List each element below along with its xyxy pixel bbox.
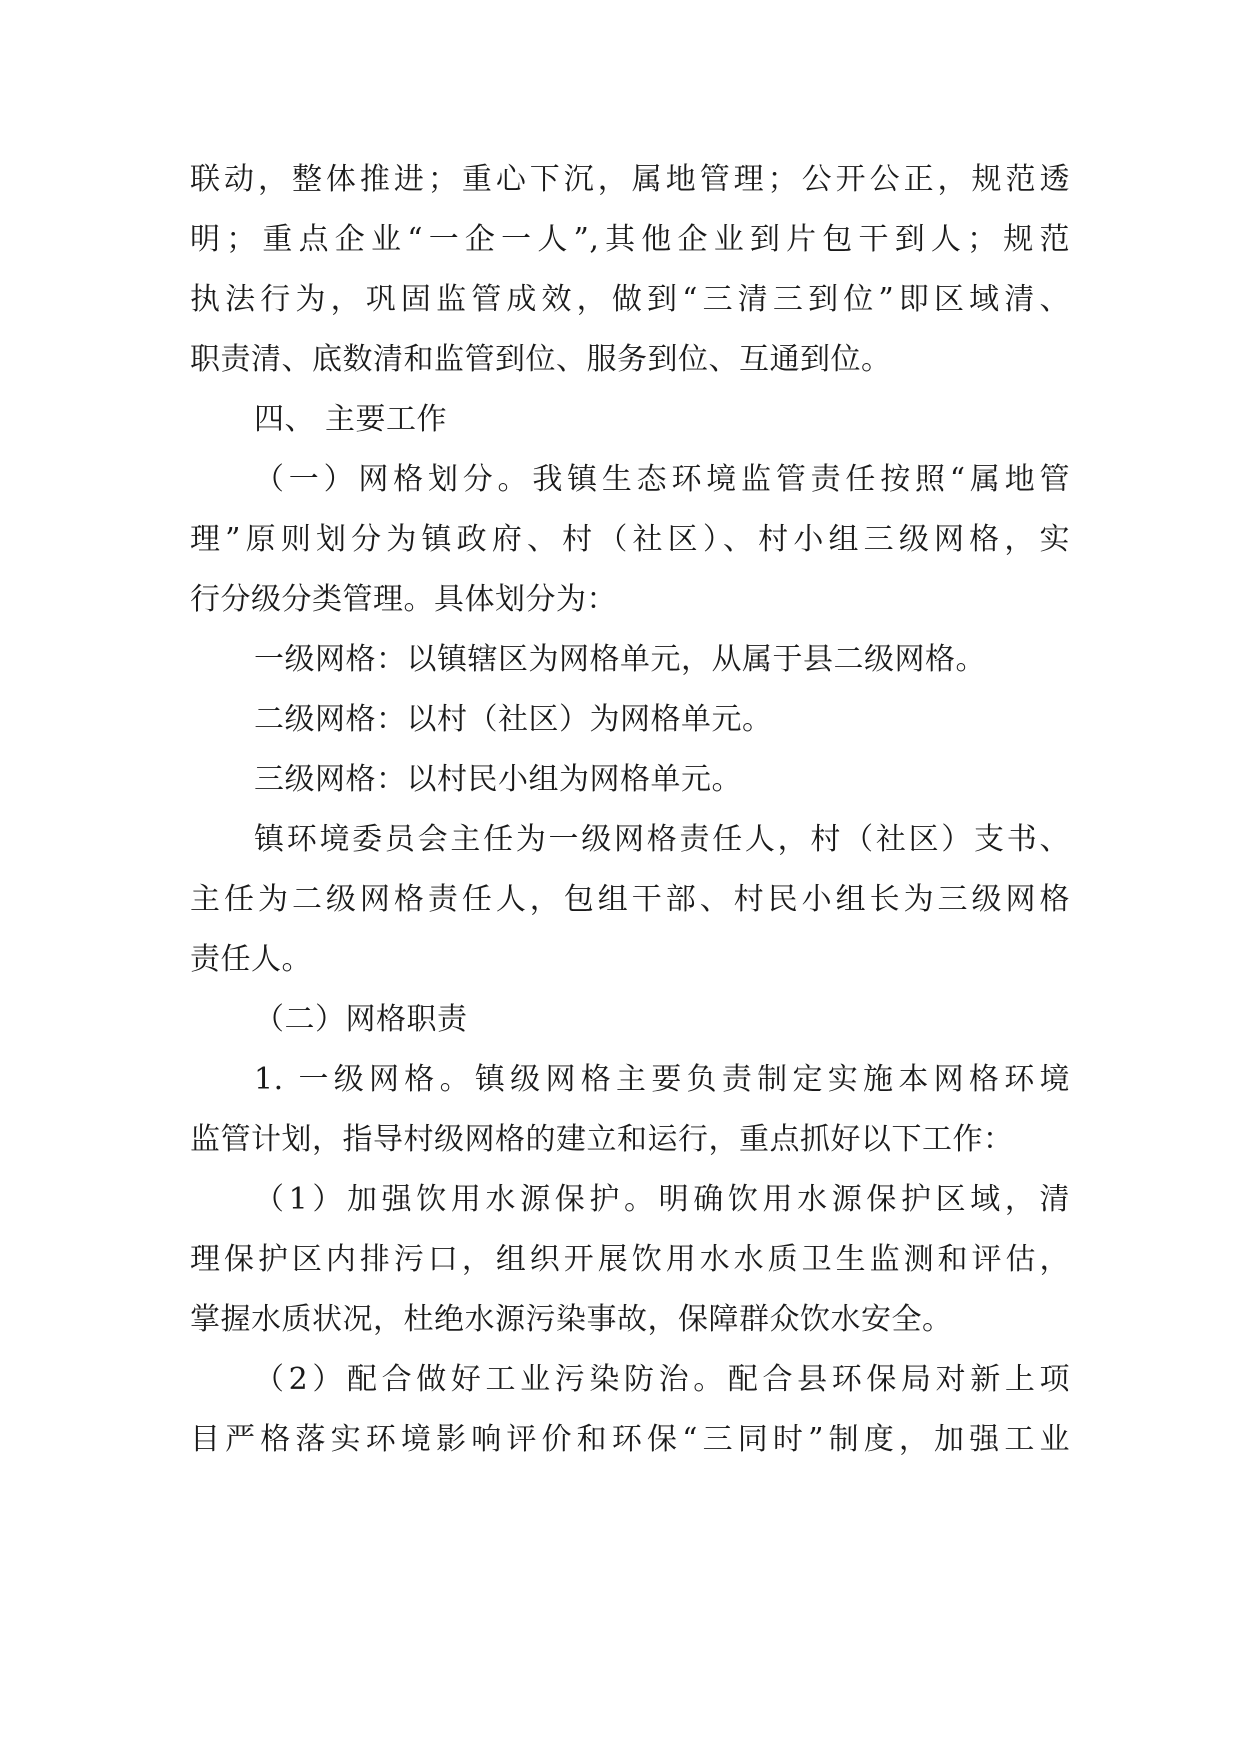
paragraph-line: （一）网格划分。我镇生态环境监管责任按照“属地管 — [254, 462, 1070, 497]
paragraph-line: 监管计划，指导村级网格的建立和运行，重点抓好以下工作： — [190, 1122, 1014, 1157]
section-heading: （二）网格职责 — [254, 1002, 468, 1037]
section-heading: 四、 主要工作 — [254, 402, 448, 437]
paragraph-line: 行分级分类管理。具体划分为： — [190, 582, 617, 617]
paragraph-line: 责任人。 — [190, 942, 312, 977]
paragraph-line: （2）配合做好工业污染防治。配合县环保局对新上项 — [254, 1362, 1070, 1397]
paragraph-line: 三级网格：以村民小组为网格单元。 — [254, 762, 742, 797]
paragraph-line: 职责清、底数清和监管到位、服务到位、互通到位。 — [190, 342, 892, 377]
paragraph-line: 1. 一级网格。镇级网格主要负责制定实施本网格环境 — [254, 1062, 1070, 1097]
document-body — [190, 150, 1070, 1470]
paragraph-line: 一级网格：以镇辖区为网格单元，从属于县二级网格。 — [254, 642, 986, 677]
paragraph-line: 明；重点企业“一企一人”,其他企业到片包干到人；规范 — [190, 222, 1070, 257]
paragraph-line: 理”原则划分为镇政府、村（社区）、村小组三级网格，实 — [190, 522, 1070, 557]
paragraph-line: 理保护区内排污口，组织开展饮用水水质卫生监测和评估， — [190, 1242, 1070, 1277]
paragraph-line: 执法行为，巩固监管成效，做到“三清三到位”即区域清、 — [190, 282, 1070, 317]
paragraph-line: 二级网格：以村（社区）为网格单元。 — [254, 702, 773, 737]
paragraph-line: 主任为二级网格责任人，包组干部、村民小组长为三级网格 — [190, 882, 1070, 917]
paragraph-line: （1）加强饮用水源保护。明确饮用水源保护区域，清 — [254, 1182, 1070, 1217]
paragraph-line: 联动，整体推进；重心下沉，属地管理；公开公正，规范透 — [190, 162, 1070, 197]
paragraph-line: 掌握水质状况，杜绝水源污染事故，保障群众饮水安全。 — [190, 1302, 953, 1337]
paragraph-line: 镇环境委员会主任为一级网格责任人，村（社区）支书、 — [254, 822, 1070, 857]
paragraph-line: 目严格落实环境影响评价和环保“三同时”制度，加强工业 — [190, 1422, 1070, 1457]
